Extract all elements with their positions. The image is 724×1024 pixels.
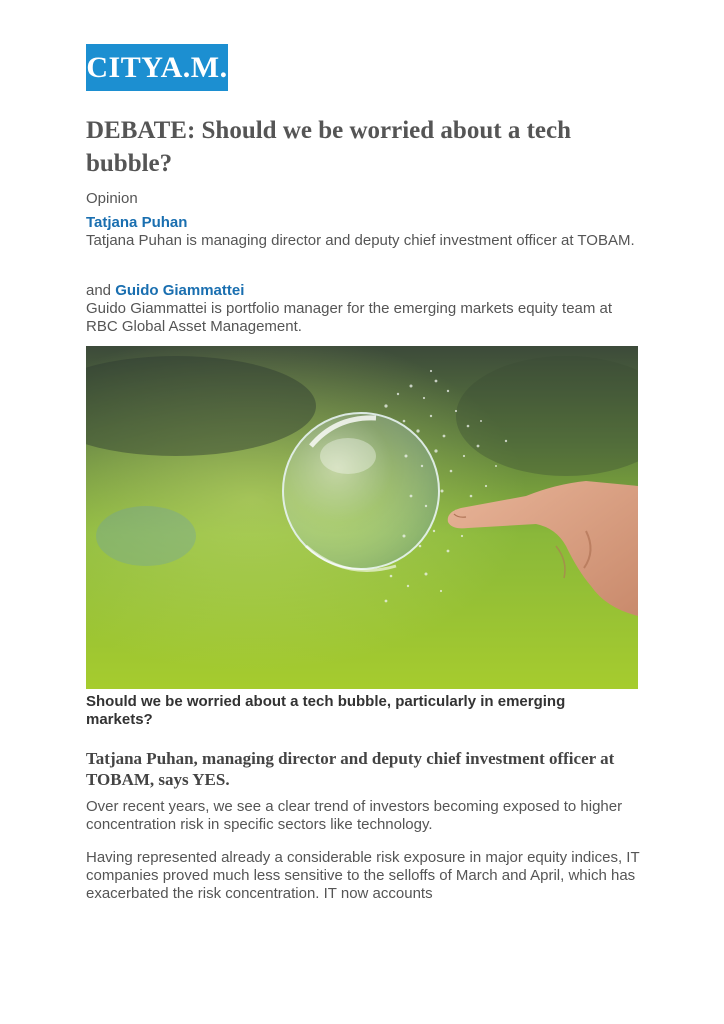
article-title: DEBATE: Should we be worried about a tech bubble?	[86, 117, 571, 177]
author-name-link[interactable]: Guido Giammattei	[115, 282, 245, 299]
site-logo[interactable]	[86, 44, 228, 91]
logo-text: CITYA.M.	[86, 50, 228, 84]
image-caption: Should we be worried about a tech bubble, particularly in emerging markets?	[86, 693, 566, 728]
author-block-1	[86, 214, 646, 250]
author-bio: Guido Giammattei is portfolio manager for the emerging markets equity team at RBC Global Asset Management.	[86, 300, 613, 335]
bubble-burst-photo	[86, 346, 638, 689]
article-category[interactable]: Opinion	[86, 190, 138, 207]
author-prefix: and	[86, 282, 116, 299]
article-subhead: Tatjana Puhan, managing director and deputy chief investment officer at TOBAM, says YES.	[86, 749, 615, 789]
author-bio: Tatjana Puhan is managing director and deputy chief investment officer at TOBAM.	[86, 232, 635, 249]
bubble-icon	[283, 413, 439, 571]
author-block-2	[86, 282, 646, 336]
article-photo	[86, 346, 638, 689]
body-paragraph: Over recent years, we see a clear trend of investors becoming exposed to higher concentration risk in specific sectors like technology.	[86, 798, 623, 833]
body-paragraph: Having represented already a considerable risk exposure in major equity indices, IT companies proved much less sensitive to the selloffs of March and April, which has exacerbated the risk concentration. IT now accounts	[86, 849, 640, 902]
author-name-link[interactable]: Tatjana Puhan	[86, 214, 188, 231]
